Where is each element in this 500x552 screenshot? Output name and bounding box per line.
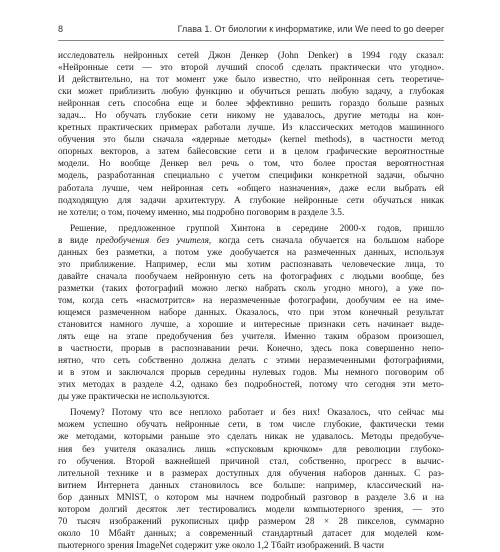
text-line: исследователь нейронных сетей Джон Денкер (John Denker) в 1994 году сказал: xyxy=(58,51,444,61)
text-line: кретных практических примерах работали лучше. Из классических методов машинного xyxy=(58,123,444,134)
text-line: пьютерного зрения ImageNet содержит уже около 1,2 Тбайт изображений. В части xyxy=(58,540,385,551)
text-line: бор данных MNIST, о котором мы начнем подробный разговор в разделе 3.6 и на xyxy=(58,492,444,503)
text-line: нятно, что сеть собственно должна делать с этими неразмеченными фотографиями, xyxy=(58,356,444,367)
text-line: и в этом и заключался прорыв середины нулевых годов. Мы немного поговорим об xyxy=(58,368,444,379)
paragraph xyxy=(58,50,444,219)
text-line: модель, разработанная специально с учетом специфики конкретной задачи, обычно xyxy=(58,171,444,182)
text-line: работала лучше, чем нейронная сеть «общего назначения», даже если выбрать ей xyxy=(58,183,444,194)
emphasized-term: предобучения без учителя xyxy=(95,235,209,246)
text-line: ния без учителя оказались лишь «спусковым крючком» для революции глубоко- xyxy=(58,444,444,455)
text-line: около 10 Мбайт данных; а современный стандартный датасет для моделей ком- xyxy=(58,528,444,539)
text-line: обучения это были сначала «ядерные методы» (kernel methods), в частности метод xyxy=(58,135,444,146)
text-line: становится намного лучше, а хорошие и интересные признаки сеть начинает выде- xyxy=(58,320,444,331)
text-line: в частности, прорыв в распознавании речи. Конечно, здесь пока совершенно непо- xyxy=(58,344,444,355)
text-line: Почему? Потому что все неплохо работает и без них! Оказалось, что сейчас мы xyxy=(70,408,444,419)
text-line: не хотели; о том, почему именно, мы подробно поговорим в разделе 3.5. xyxy=(58,207,345,218)
text-line: в виде предобучения без учителя, когда сеть сначала обучается на большом наборе xyxy=(58,235,444,246)
text-line: ющемся размеченном наборе данных. Оказалось, что при этом конечный результат xyxy=(58,307,444,318)
paragraph xyxy=(58,223,444,404)
running-header xyxy=(58,24,444,38)
page-number: 8 xyxy=(58,24,64,34)
text-line: И действительно, на тот момент уже было известно, что нейронная сеть теоретиче- xyxy=(58,75,444,86)
text-line: Решение, предложенное группой Хинтона в середине 2000-х годов, пришло xyxy=(70,223,444,234)
paragraph xyxy=(58,407,444,552)
text-line: опорных векторов, а затем байесовские сети и в целом графические вероятностные xyxy=(58,147,444,158)
header-rule xyxy=(58,40,444,41)
text-line: это приближение. Например, если мы хотим распознавать человеческие лица, то xyxy=(58,259,444,270)
text-line: давайте сначала пообучаем нейронную сеть на фотографиях с людьми вообще, без xyxy=(58,271,444,282)
text-line: го обучения. Второй важнейшей причиной стал, собственно, прогресс в вычис- xyxy=(58,456,444,467)
text-line: можем успешно обучать нейронные сети, в том числе глубокие, фактически теми xyxy=(58,420,444,431)
chapter-title: Глава 1. От биологии к информатике, или We need to go deeper xyxy=(177,24,444,34)
text-line: разметки (таких фотографий можно легко набрать сколь угодно много), а уже по- xyxy=(58,283,444,294)
text-line: ски может приблизить любую функцию и обучиться решать любую задачу, а глубокая xyxy=(58,87,444,98)
text-line: витием Интернета данных становилось все больше: например, классический на- xyxy=(58,480,444,491)
text-line: 70 тысяч изображений рукописных цифр размером 28 × 28 пикселов, суммарно xyxy=(58,516,444,527)
text-line: лительной технике и в размерах доступных для обучения наборов данных. С раз- xyxy=(58,468,444,479)
text-line: данных без разметки, а потом уже дообучается на размеченных данных, используя xyxy=(58,247,444,258)
body-text xyxy=(58,50,444,552)
text-line: ды уже практически не используются. xyxy=(58,392,210,403)
text-line: котором долгий десяток лет тестировались модели компьютерного зрения, — это xyxy=(58,504,444,515)
text-line: «Нейронные сети — это второй лучший способ сделать практически что угодно». xyxy=(58,63,444,74)
text-line: задач... Но обучать глубокие сети никому не удавалось, другие методы на кон- xyxy=(58,111,444,122)
text-line: подходящую для задачи архитектуру. А глубокие нейронные сети обучаться никак xyxy=(58,195,444,206)
text-line: этих методах в разделе 4.2, однако без подробностей, потому что сегодня эти мето- xyxy=(58,380,444,391)
text-line: лять еще на этапе предобучения без учителя. Именно таким образом произошел, xyxy=(58,332,444,343)
text-line: том, когда сеть «насмотрится» на неразмеченные фотографии, дообучим ее на име- xyxy=(58,295,444,306)
text-line: же методами, которыми раньше это сделать никак не удавалось. Методы предобуче- xyxy=(58,432,444,443)
text-line: нейронная сеть способна еще и более эффективно решить гораздо больше разных xyxy=(58,99,444,110)
text-line: модели. Но вообще Денкер вел речь о том, что более простая вероятностная xyxy=(58,159,444,170)
